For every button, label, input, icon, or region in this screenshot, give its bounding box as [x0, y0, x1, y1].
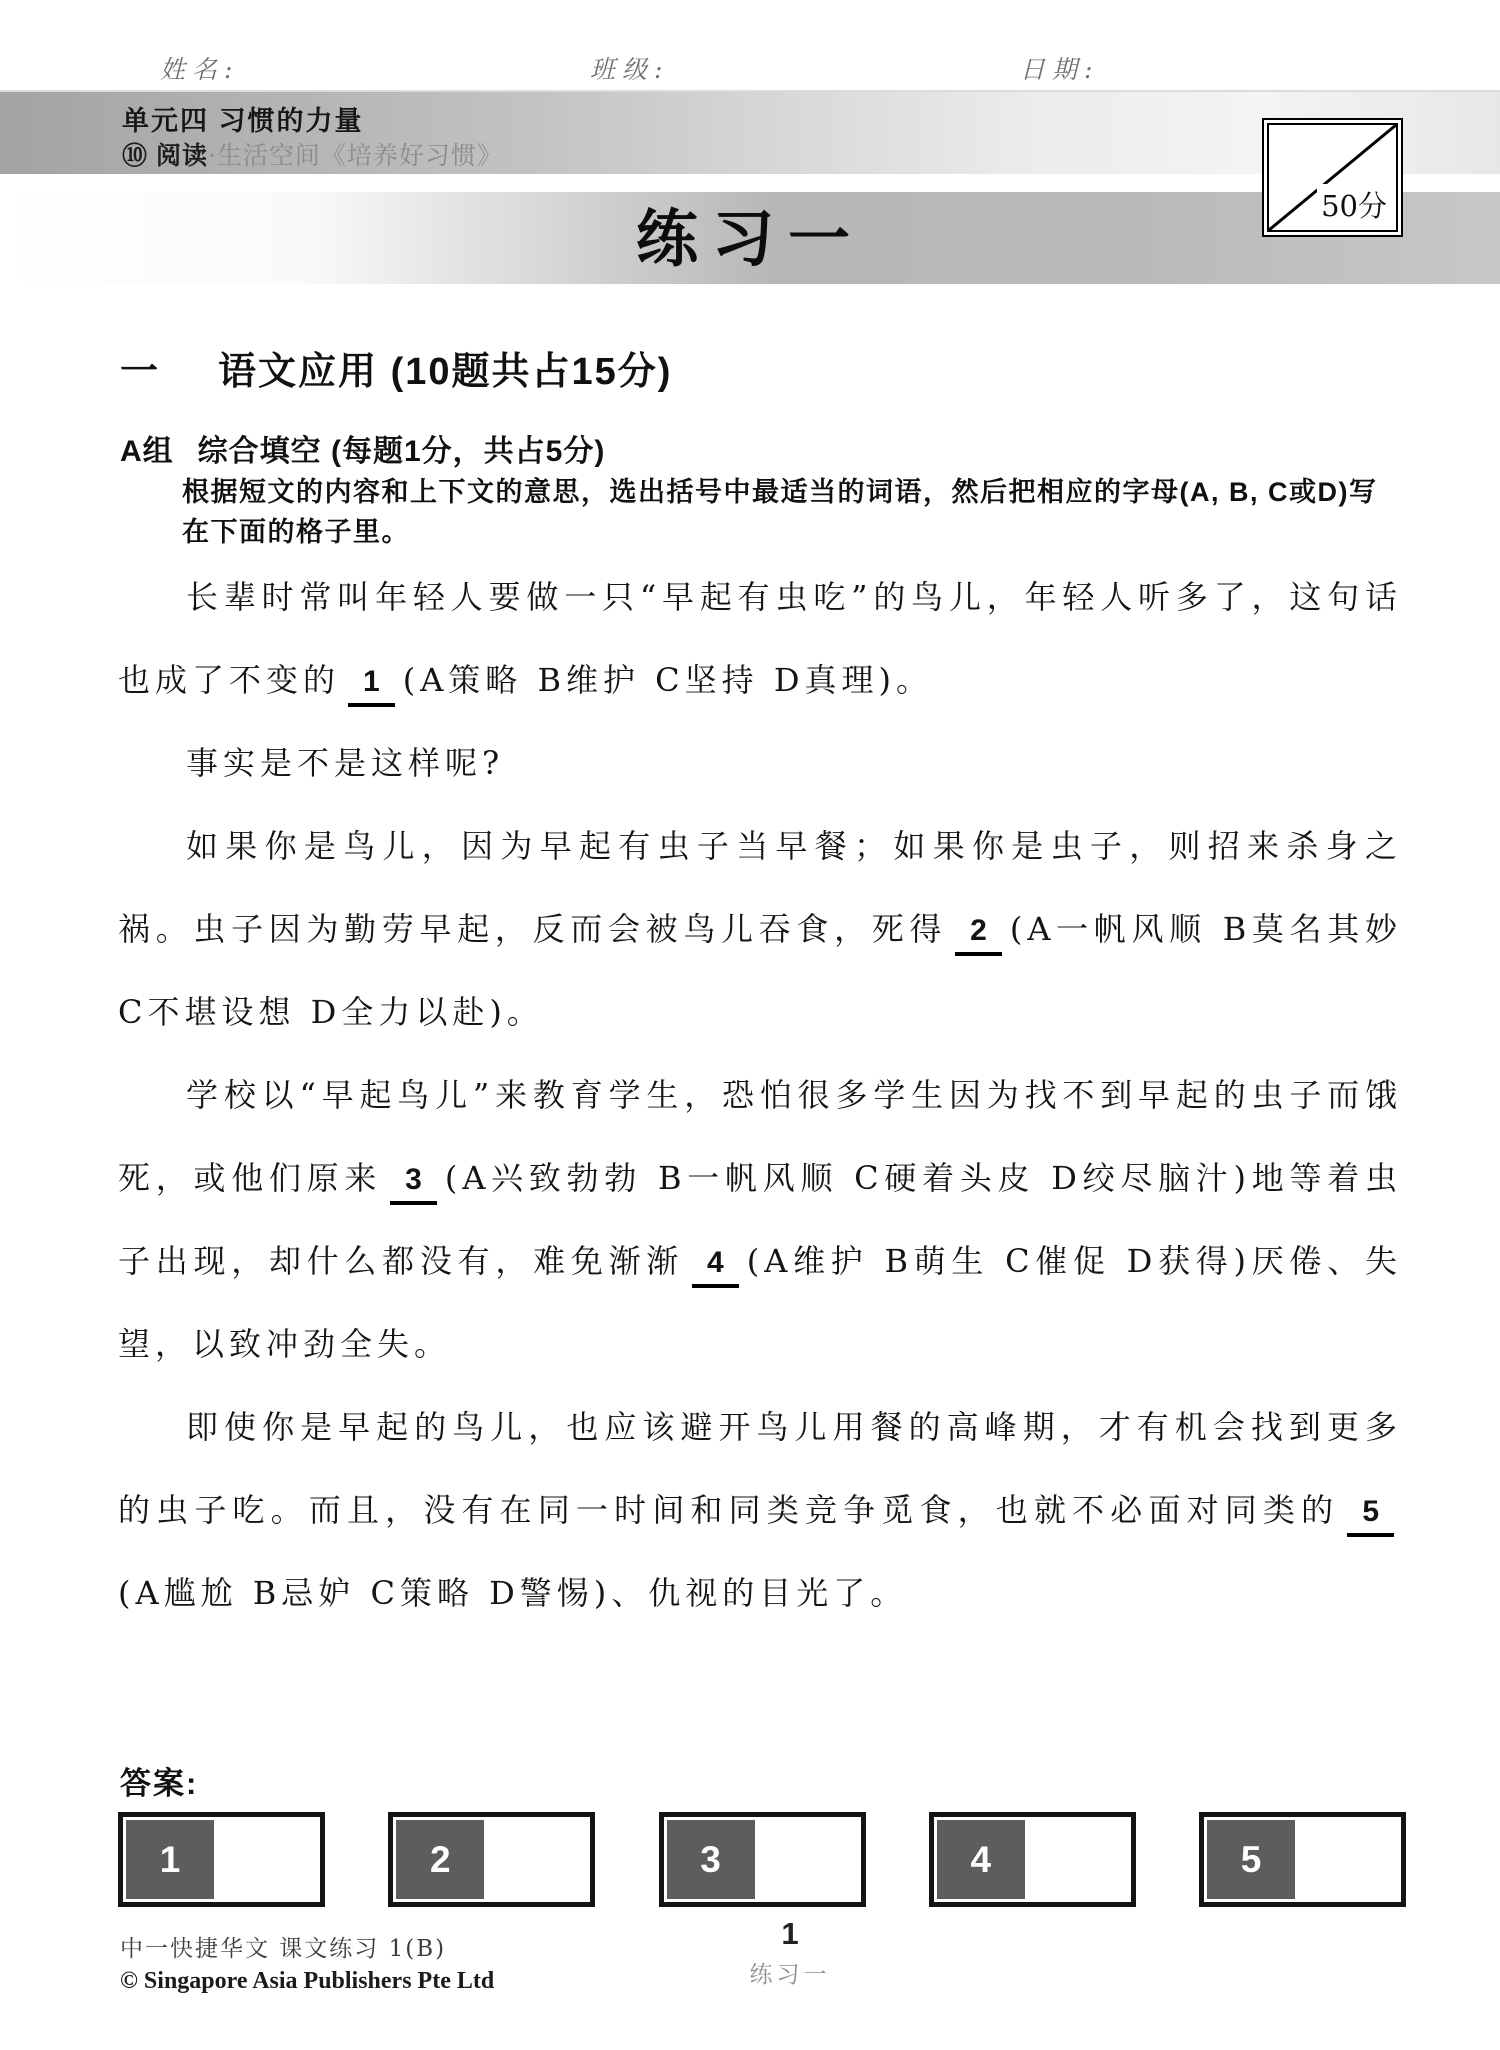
- passage-text: 如果你是鸟儿，因为早起有虫子当早餐；如果你是虫子，则招来杀身之祸。虫子因为勤劳早起，反而会被鸟儿吞食，死得: [118, 827, 1402, 948]
- answer-grid: [118, 1812, 1406, 1907]
- passage-text: (A兴致勃勃 B一帆风顺 C硬着头皮 D绞尽脑汁)地等着虫子出现，却什么都没有，难免渐渐: [118, 1159, 1402, 1280]
- blank-number-5: 5: [1347, 1493, 1394, 1537]
- passage-paragraph: [118, 1054, 1402, 1386]
- lesson-number: ⑩ 阅读: [122, 142, 208, 170]
- passage-text: 即使你是早起的鸟儿，也应该避开鸟儿用餐的高峰期，才有机会找到更多的虫子吃。而且，没有在同一时间和同类竞争觅食，也就不必面对同类的: [118, 1408, 1402, 1529]
- passage-paragraph: [118, 556, 1402, 722]
- group-heading: [120, 426, 605, 470]
- passage-paragraph: [118, 805, 1402, 1054]
- blank-number-2: 2: [955, 912, 1002, 956]
- answer-box-1: [118, 1812, 325, 1907]
- book-title: 中一快捷华文 课文练习 1(B): [120, 1936, 447, 1962]
- lesson-subtitle: [122, 136, 503, 172]
- answer-box-3: [659, 1812, 866, 1907]
- passage-text: 学校以“早起鸟儿”来教育学生，恐怕很多学生因为找不到早起的虫子而饿死，或他们原来: [118, 1076, 1402, 1197]
- answer-write-cell: [758, 1817, 861, 1902]
- passage-text: (A维护 B萌生 C催促 D获得)厌倦、失望，以致冲劲全失。: [118, 1242, 1402, 1363]
- passage-text: 长辈时常叫年轻人要做一只“早起有虫吃”的鸟儿，年轻人听多了，这句话也成了不变的: [118, 578, 1402, 699]
- section-heading: [120, 340, 672, 395]
- date-field-label: 日期:: [1020, 55, 1100, 84]
- score-total-label: 50分: [1317, 184, 1387, 225]
- answer-box-5: [1199, 1812, 1406, 1907]
- answer-write-cell: [217, 1817, 320, 1902]
- page-title: 练习一: [635, 205, 864, 274]
- score-box-inner: [1267, 123, 1398, 232]
- passage-text: (A尴尬 B忌妒 C策略 D警惕)、仇视的目光了。: [118, 1574, 908, 1612]
- answer-box-2: [388, 1812, 595, 1907]
- answer-write-cell: [487, 1817, 590, 1902]
- answer-write-cell: [1298, 1817, 1401, 1902]
- blank-number-4: 4: [692, 1244, 739, 1288]
- answer-box-number: 1: [126, 1820, 214, 1899]
- answer-write-cell: [1028, 1817, 1131, 1902]
- unit-title: 单元四 习惯的力量: [122, 106, 364, 136]
- answer-box-4: [929, 1812, 1136, 1907]
- page-caption: 练习一: [749, 1962, 831, 1988]
- class-field-label: 班级:: [590, 55, 670, 84]
- passage-text: (A一帆风顺 B莫名其妙 C不堪设想 D全力以赴)。: [118, 910, 1402, 1031]
- instruction-text: 根据短文的内容和上下文的意思，选出括号中最适当的词语，然后把相应的字母(A, B, C或D)写在下面的格子里。: [182, 477, 1378, 547]
- section-title: 语文应用 (10题共占15分): [218, 351, 673, 393]
- section-number: 一: [120, 351, 161, 393]
- answers-label: 答案:: [120, 1766, 199, 1801]
- passage-text: 事实是不是这样呢?: [186, 744, 505, 782]
- publisher-line: © Singapore Asia Publishers Pte Ltd: [120, 1968, 495, 1994]
- lesson-name: ·生活空间《培养好习惯》: [207, 141, 503, 170]
- reading-passage: [118, 556, 1402, 1635]
- group-title: 综合填空 (每题1分，共占5分): [197, 435, 606, 468]
- group-label: A组: [120, 435, 174, 468]
- blank-number-3: 3: [390, 1161, 437, 1205]
- page-number: 1: [781, 1916, 799, 1951]
- footer-left: [120, 1930, 494, 1995]
- answer-box-number: 4: [937, 1820, 1025, 1899]
- name-field-label: 姓名:: [160, 55, 240, 84]
- score-box: [1262, 118, 1403, 237]
- blank-number-1: 1: [348, 663, 395, 707]
- passage-paragraph: [118, 1386, 1402, 1635]
- passage-paragraph: [118, 722, 1402, 805]
- answer-box-number: 5: [1207, 1820, 1295, 1899]
- answer-box-number: 2: [396, 1820, 484, 1899]
- passage-text: (A策略 B维护 C坚持 D真理)。: [402, 661, 933, 699]
- answer-box-number: 3: [667, 1820, 755, 1899]
